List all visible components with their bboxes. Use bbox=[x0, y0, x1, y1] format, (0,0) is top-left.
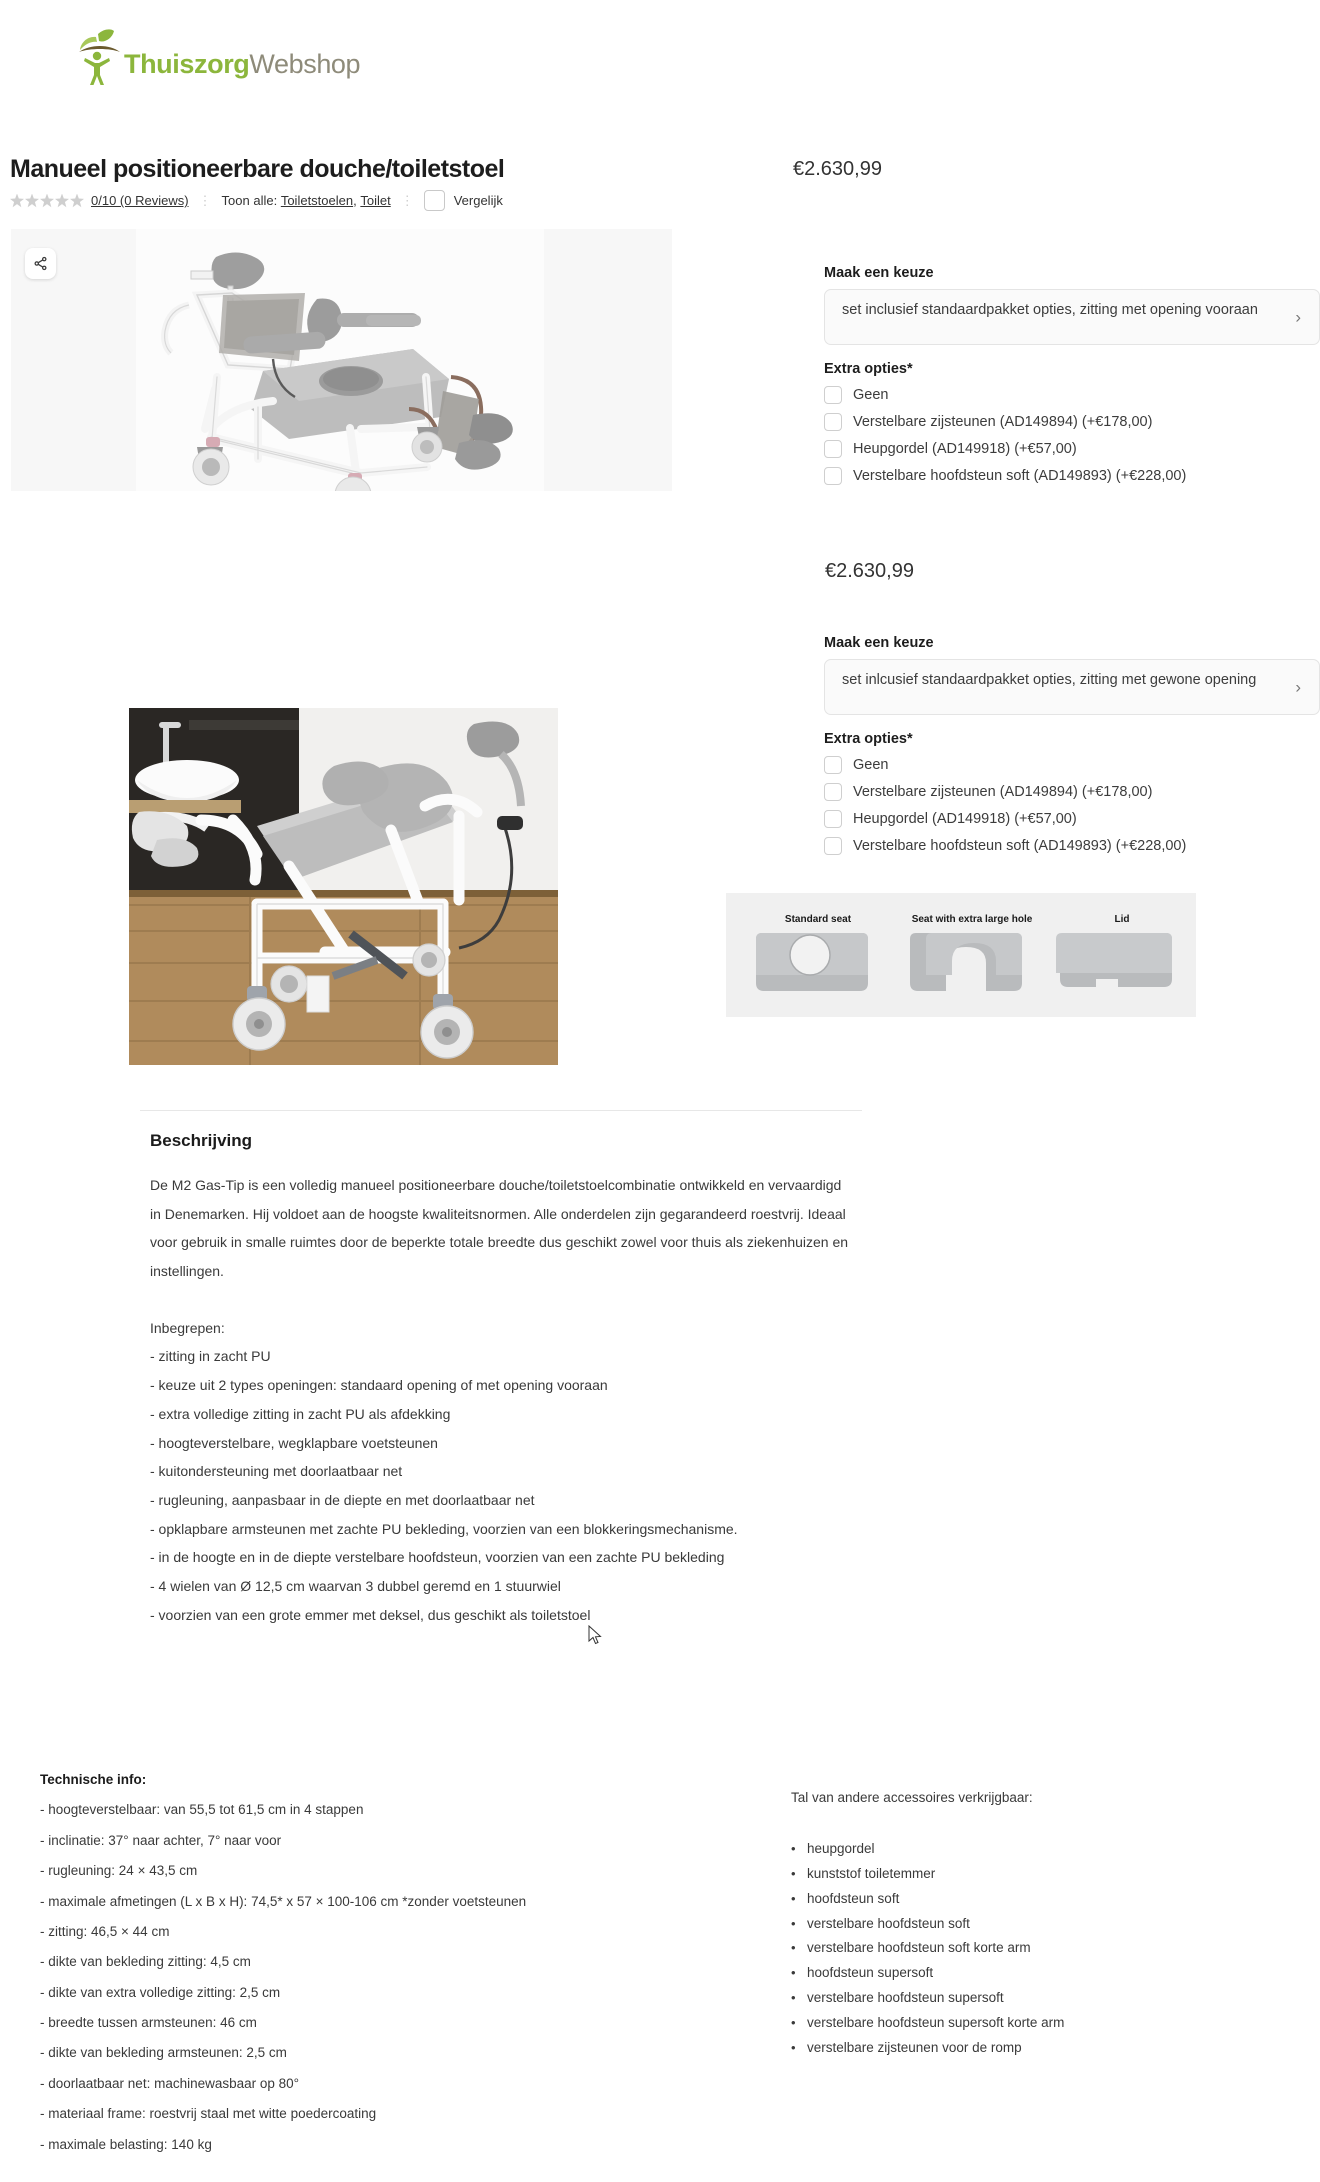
caster bbox=[412, 427, 442, 462]
choice-heading-2: Maak een keuze bbox=[824, 635, 934, 651]
accessories-list bbox=[791, 1837, 1261, 2062]
option-row[interactable] bbox=[824, 778, 1320, 805]
share-icon bbox=[33, 256, 48, 271]
extra-options-heading-2: Extra opties* bbox=[824, 731, 913, 747]
star-icon bbox=[25, 194, 39, 208]
technical-line: - maximale afmetingen (L x B x H): 74,5* x 57 × 100-106 cm *zonder voetsteunen bbox=[40, 1893, 527, 1909]
accessories-heading: Tal van andere accessoires verkrijgbaar: bbox=[791, 1790, 1033, 1805]
included-item: - rugleuning, aanpasbaar in de diepte en met doorlaatbaar net bbox=[150, 1491, 535, 1508]
included-item: - zitting in zacht PU bbox=[150, 1348, 271, 1365]
option-checkbox-geen-1[interactable] bbox=[824, 386, 842, 404]
list-item: • verstelbare hoofdsteun supersoft bbox=[791, 1986, 1261, 2011]
category-link-toilet[interactable]: Toilet bbox=[360, 193, 391, 208]
included-item: - 4 wielen van Ø 12,5 cm waarvan 3 dubbel geremd en 1 stuurwiel bbox=[150, 1577, 561, 1594]
technical-line: - dikte van extra volledige zitting: 2,5 cm bbox=[40, 1984, 281, 2000]
included-item: - kuitondersteuning met doorlaatbaar net bbox=[150, 1463, 403, 1480]
included-item: - opklapbare armsteunen met zachte PU bekleding, voorzien van een blokkeringsmechanisme. bbox=[150, 1520, 738, 1537]
description-heading: Beschrijving bbox=[150, 1131, 253, 1150]
variant-block-2 bbox=[824, 635, 1320, 859]
technical-line: - zitting: 46,5 × 44 cm bbox=[40, 1923, 170, 1939]
list-item: • hoofdsteun supersoft bbox=[791, 1961, 1261, 1986]
technical-line: - inclinatie: 37° naar achter, 7° naar voor bbox=[40, 1832, 282, 1848]
technical-line: - materiaal frame: roestvrij staal met witte poedercoating bbox=[40, 2106, 377, 2122]
included-item: - keuze uit 2 types openingen: standaard opening of met opening vooraan bbox=[150, 1377, 608, 1394]
technical-info-section bbox=[40, 1765, 680, 2160]
compare-control[interactable] bbox=[424, 190, 503, 211]
share-button[interactable] bbox=[25, 248, 56, 279]
option-row[interactable] bbox=[824, 832, 1320, 859]
technical-line: - dikte van bekleding zitting: 4,5 cm bbox=[40, 1954, 251, 1970]
seat-lid bbox=[1044, 893, 1200, 1017]
option-label: Heupgordel (AD149918) (+€57,00) bbox=[853, 440, 1077, 457]
option-checkbox-geen-2[interactable] bbox=[824, 756, 842, 774]
meta-divider: ⋮ bbox=[400, 192, 414, 208]
option-row[interactable] bbox=[824, 408, 1320, 435]
shower-commode-chair-illustration bbox=[11, 229, 672, 491]
list-item: • hoofdsteun soft bbox=[791, 1887, 1261, 1912]
price-variant-1: €2.630,99 bbox=[793, 158, 882, 180]
seat-with-large-hole-icon bbox=[894, 893, 1050, 1017]
option-row[interactable] bbox=[824, 751, 1320, 778]
technical-line: - maximale belasting: 140 kg bbox=[40, 2136, 212, 2152]
rating-link[interactable]: 0/10 (0 Reviews) bbox=[91, 193, 189, 208]
description-section bbox=[150, 1110, 850, 1629]
section-divider bbox=[140, 1110, 862, 1111]
chevron-right-icon: › bbox=[1295, 677, 1301, 697]
lid-icon bbox=[1044, 893, 1200, 1017]
price-variant-2: €2.630,99 bbox=[825, 560, 914, 582]
technical-info-heading: Technische info: bbox=[40, 1772, 147, 1787]
standard-seat-icon bbox=[740, 893, 896, 1017]
page-title: Manueel positioneerbare douche/toiletstoel bbox=[10, 155, 505, 183]
logo-text-secondary: Webshop bbox=[249, 49, 361, 79]
star-icon bbox=[55, 194, 69, 208]
star-icon bbox=[10, 194, 24, 208]
option-label: Geen bbox=[853, 386, 889, 403]
seat-extra-large-hole-label: Seat with extra large hole bbox=[911, 914, 1033, 925]
category-comma: , bbox=[353, 193, 361, 208]
variant-select-1-value: set inclusief standaardpakket opties, zitting met opening vooraan bbox=[842, 302, 1258, 318]
technical-line: - rugleuning: 24 × 43,5 cm bbox=[40, 1863, 198, 1879]
included-item: - extra volledige zitting in zacht PU als afdekking bbox=[150, 1405, 451, 1422]
option-label: Verstelbare zijsteunen (AD149894) (+€178,00) bbox=[853, 413, 1153, 430]
included-item: - voorzien van een grote emmer met deksel, dus geschikt als toiletstoel bbox=[150, 1606, 591, 1623]
logo-text bbox=[124, 51, 360, 86]
star-icon bbox=[40, 194, 54, 208]
technical-line: - breedte tussen armsteunen: 46 cm bbox=[40, 2015, 257, 2030]
category-link-toiletstoelen[interactable]: Toiletstoelen bbox=[280, 193, 354, 208]
seat-options-figure bbox=[726, 893, 1196, 1017]
list-item: • heupgordel bbox=[791, 1837, 1261, 1862]
chair-in-bathroom-photo bbox=[129, 708, 558, 1065]
option-row[interactable] bbox=[824, 435, 1320, 462]
show-all-label: Toon alle: bbox=[221, 193, 278, 208]
variant-select-2-value: set inlcusief standaardpakket opties, zitting met gewone opening bbox=[842, 672, 1257, 688]
meta-divider: ⋮ bbox=[198, 192, 212, 208]
logo-apple-person-icon bbox=[76, 28, 122, 86]
list-item: • verstelbare hoofdsteun supersoft korte arm bbox=[791, 2011, 1261, 2036]
site-header bbox=[0, 0, 1320, 120]
seat-extra-large-hole bbox=[894, 893, 1050, 1017]
seat-standard-label: Standard seat bbox=[784, 914, 852, 925]
technical-line: - hoogteverstelbaar: van 55,5 tot 61,5 cm in 4 stappen bbox=[40, 1802, 364, 1818]
included-heading: Inbegrepen: bbox=[150, 1319, 225, 1336]
variant-select-2[interactable] bbox=[824, 659, 1320, 715]
variant-block-1 bbox=[824, 265, 1320, 489]
option-checkbox-heupgordel-2[interactable] bbox=[824, 810, 842, 828]
secondary-photo-canvas bbox=[129, 708, 558, 1065]
list-item: • verstelbare hoofdsteun soft korte arm bbox=[791, 1936, 1261, 1961]
chevron-right-icon: › bbox=[1295, 307, 1301, 327]
option-checkbox-hoofdsteun-1[interactable] bbox=[824, 467, 842, 485]
technical-line: - doorlaatbaar net: machinewasbaar op 80° bbox=[40, 2075, 300, 2091]
option-row[interactable] bbox=[824, 462, 1320, 489]
description-paragraph: De M2 Gas-Tip is een volledig manueel positioneerbare douche/toiletstoelcombinatie ontwikkeld en vervaardigd in Denemarken. Hij voldoet aan de hoogste kwaliteitsnormen. Alle onderdelen zijn gegarandeerd roestvrij. Ideaal voor gebruik in smalle ruimtes door de beperkte totale breedte dus geschikt zowel voor thuis als ziekenhuizen en instellingen. bbox=[150, 1177, 849, 1280]
star-icon bbox=[70, 194, 84, 208]
seat-lid-label: Lid bbox=[1114, 914, 1130, 925]
included-item: - hoogteverstelbare, wegklapbare voetsteunen bbox=[150, 1434, 438, 1451]
option-row[interactable] bbox=[824, 381, 1320, 408]
rating-stars bbox=[10, 194, 84, 208]
mouse-cursor bbox=[588, 1625, 602, 1645]
site-logo[interactable] bbox=[76, 28, 360, 86]
option-checkbox-zijsteunen-2[interactable] bbox=[824, 783, 842, 801]
technical-line: - dikte van bekleding armsteunen: 2,5 cm bbox=[40, 2045, 287, 2061]
product-meta-row bbox=[10, 190, 503, 211]
list-item: • verstelbare hoofdsteun soft bbox=[791, 1912, 1261, 1937]
included-item: - in de hoogte en in de diepte verstelbare hoofdsteun, voorzien van een zachte PU bekleding bbox=[150, 1549, 725, 1566]
option-label: Verstelbare zijsteunen (AD149894) (+€178,00) bbox=[853, 783, 1153, 800]
option-label: Verstelbare hoofdsteun soft (AD149893) (+€228,00) bbox=[853, 467, 1187, 484]
option-checkbox-hoofdsteun-2[interactable] bbox=[824, 837, 842, 855]
option-checkbox-zijsteunen-1[interactable] bbox=[824, 413, 842, 431]
product-secondary-image[interactable] bbox=[116, 700, 571, 1072]
list-item: • kunststof toiletemmer bbox=[791, 1862, 1261, 1887]
logo-text-primary: Thuiszorg bbox=[124, 49, 250, 79]
variant-select-1[interactable] bbox=[824, 289, 1320, 345]
seat-standard bbox=[740, 893, 896, 1017]
included-list bbox=[150, 1314, 850, 1630]
option-checkbox-heupgordel-1[interactable] bbox=[824, 440, 842, 458]
extra-options-heading-1: Extra opties* bbox=[824, 361, 913, 377]
option-label: Heupgordel (AD149918) (+€57,00) bbox=[853, 810, 1077, 827]
list-item: • verstelbare zijsteunen voor de romp bbox=[791, 2036, 1261, 2061]
option-label: Geen bbox=[853, 756, 889, 773]
accessories-section bbox=[791, 1787, 1261, 2061]
option-label: Verstelbare hoofdsteun soft (AD149893) (+€228,00) bbox=[853, 837, 1187, 854]
compare-checkbox[interactable] bbox=[424, 190, 445, 211]
option-row[interactable] bbox=[824, 805, 1320, 832]
choice-heading-1: Maak een keuze bbox=[824, 265, 934, 281]
compare-label: Vergelijk bbox=[453, 193, 503, 208]
product-main-image[interactable] bbox=[11, 229, 672, 491]
